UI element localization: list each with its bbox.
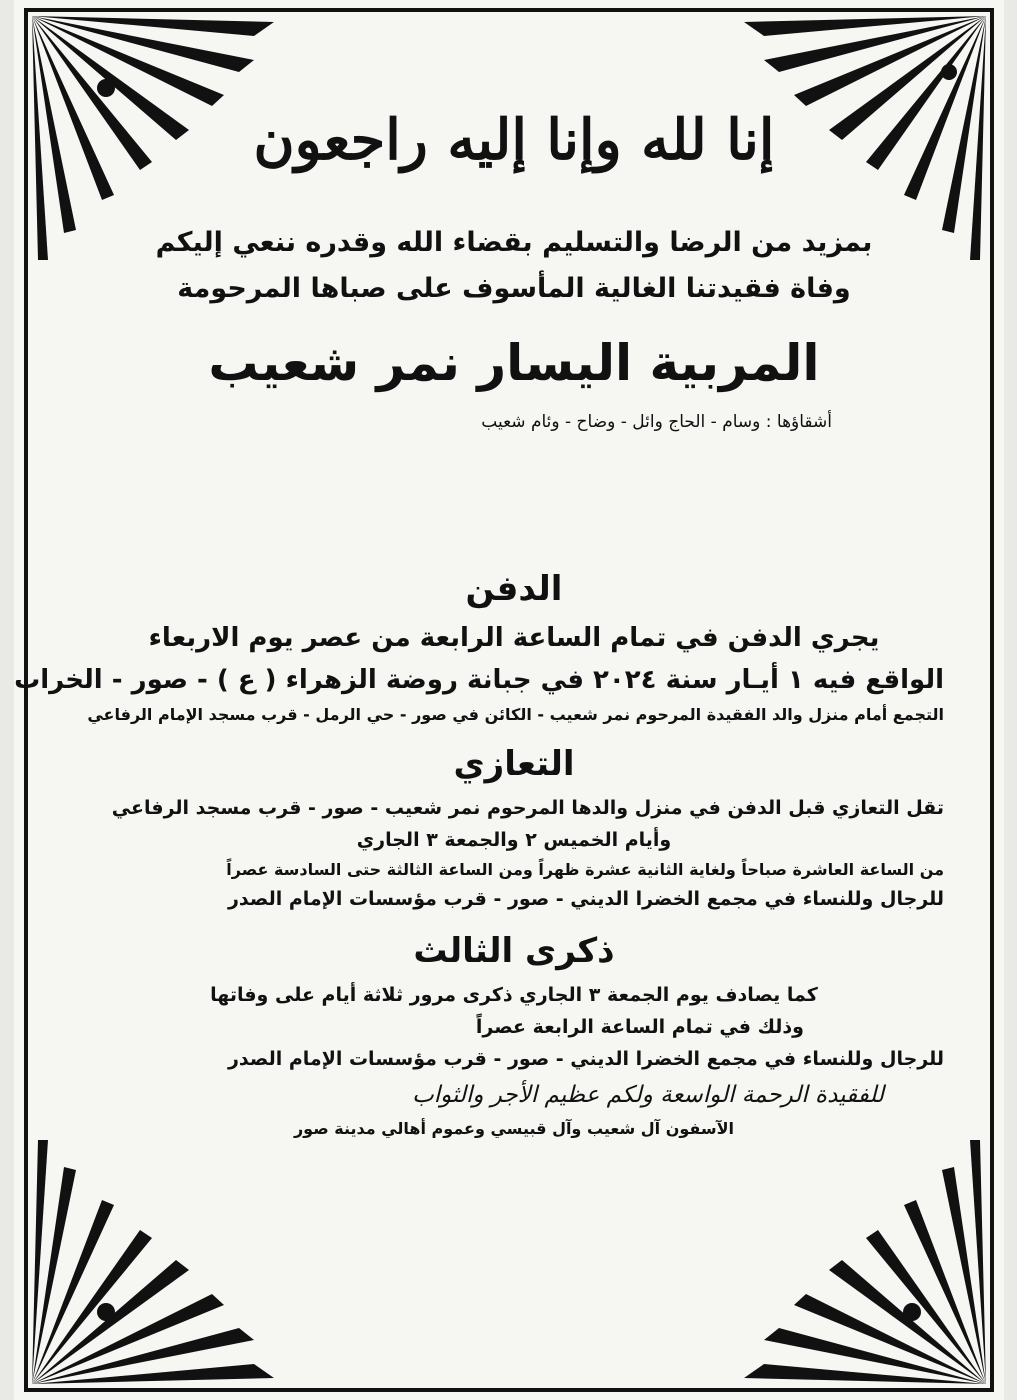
intro-line: بمزيد من الرضا والتسليم بقضاء الله وقدره ننعي إليكم: [155, 227, 873, 258]
third-day-heading: ذكرى الثالث: [413, 931, 615, 971]
obituary-content: [14, 60, 944, 1142]
condolences-line: وأيام الخميس ٢ والجمعة ٣ الجاري: [356, 829, 672, 851]
siblings-list: أشقاؤها : وسام - الحاج وائل - وضاح - وئام شعيب: [481, 412, 832, 432]
burial-heading: الدفن: [465, 569, 563, 609]
quran-verse: إنا لله وإنا إليه راجعون: [253, 107, 775, 173]
third-day-line: كما يصادف يوم الجمعة ٣ الجاري ذكرى مرور ثلاثة أيام على وفاتها: [210, 984, 818, 1006]
intro-line: وفاة فقيدتنا الغالية المأسوف على صباها المرحومة: [177, 273, 851, 304]
corner-ornament-bottom-right: [744, 1140, 986, 1384]
prayer-line: للفقيدة الرحمة الواسعة ولكم عظيم الأجر والثواب: [412, 1082, 884, 1108]
corner-dot: [97, 1303, 115, 1321]
corner-dot: [903, 1303, 921, 1321]
mourners-line: الآسفون آل شعيب وآل قبيسي وعموم أهالي مدينة صور: [293, 1119, 735, 1138]
gathering-line: التجمع أمام منزل والد الفقيدة المرحوم نمر شعيب - الكائن في صور - حي الرمل - قرب مسجد الإمام الرفاعي: [87, 705, 944, 724]
condolences-line: للرجال وللنساء في مجمع الخضرا الديني - صور - قرب مؤسسات الإمام الصدر: [227, 888, 944, 910]
obituary-page: [14, 0, 1004, 1400]
burial-line: الواقع فيه ١ أيـار سنة ٢٠٢٤ في جبانة روضة الزهراء ( ع ) - صور - الخراب: [14, 665, 944, 695]
third-day-line: للرجال وللنساء في مجمع الخضرا الديني - صور - قرب مؤسسات الإمام الصدر: [227, 1048, 944, 1070]
condolences-line: تقل التعازي قبل الدفن في منزل والدها المرحوم نمر شعيب - صور - قرب مسجد الرفاعي: [111, 797, 944, 819]
burial-line: يجري الدفن في تمام الساعة الرابعة من عصر يوم الاربعاء: [148, 623, 880, 653]
third-day-line: وذلك في تمام الساعة الرابعة عصراً: [475, 1016, 804, 1038]
deceased-name: المربية اليسار نمر شعيب: [208, 334, 820, 392]
condolences-line: من الساعة العاشرة صباحاً ولغاية الثانية عشرة ظهراً ومن الساعة الثالثة حتى السادسة عصراً: [226, 860, 944, 879]
condolences-heading: التعازي: [453, 744, 575, 784]
corner-ornament-bottom-left: [32, 1140, 274, 1384]
